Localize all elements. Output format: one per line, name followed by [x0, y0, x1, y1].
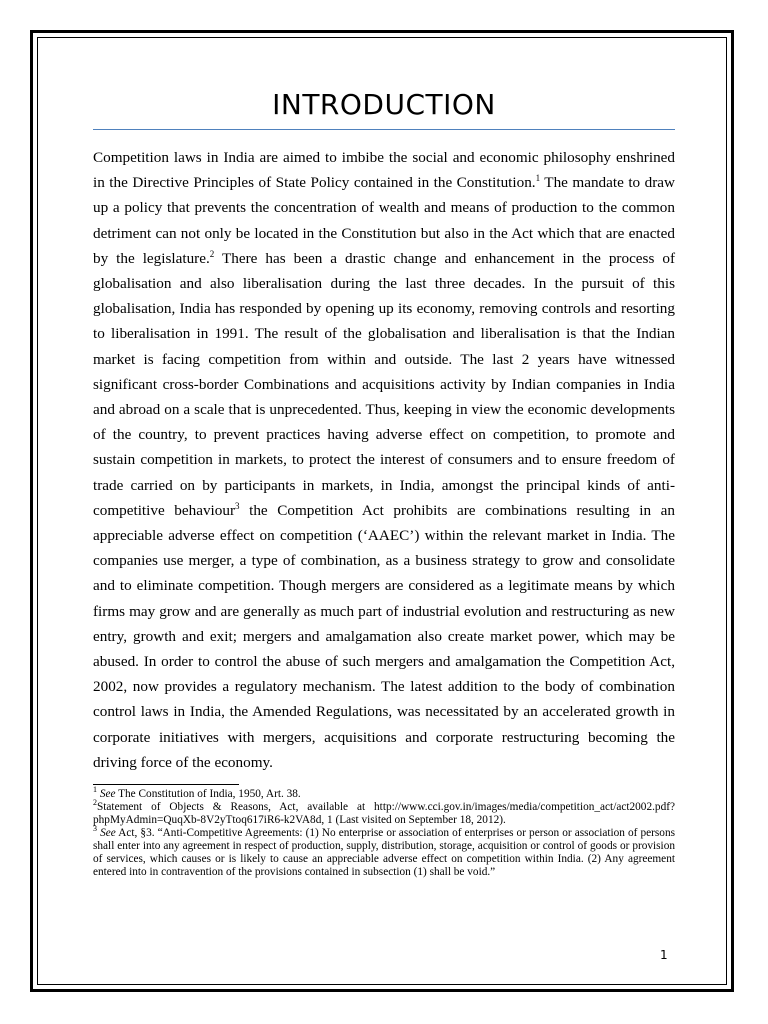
footnote-signal: See	[100, 827, 116, 839]
footnotes	[93, 785, 675, 879]
title-underline	[93, 129, 675, 130]
footnote-text: Statement of Objects & Reasons, Act, available at http://www.cci.gov.in/images/media/competition_act/act2002.pdf?phpMyAdmin=QuqXb-8V2yTtoq617iR6-k2VA8d, 1 (Last visited on September 18, 2012).	[93, 801, 675, 826]
footnote-number: 2	[93, 798, 97, 808]
footnote-text: Act, §3. “Anti-Competitive Agreements: (1) No enterprise or association of enterprises or person or association of persons shall enter into any agreement in respect of production, supply, distribution, storage, acquisition or control of goods or provision of services, which causes or is likely to cause an appreciable adverse effect on competition within India. (2) Any agreement entered into in contravention of the provisions contained in subsection (1) shall be void.”	[93, 827, 675, 878]
footnote-2	[93, 798, 675, 827]
page-number: 1	[660, 948, 668, 962]
footnote-ref-1[interactable]: 1	[535, 173, 541, 184]
body-paragraph	[93, 145, 675, 775]
footnote-text: The Constitution of India, 1950, Art. 38.	[115, 788, 301, 800]
footnote-number: 1	[93, 785, 97, 795]
footnote-3	[93, 824, 675, 879]
footnote-number: 3	[93, 824, 97, 834]
body-sentence-1: Competition laws in India are aimed to imbibe the social and economic philosophy enshrined in the Directive Principles of State Policy contained in the Constitution.	[93, 149, 675, 192]
body-sentence-2: The mandate to draw up a policy that prevents the concentration of wealth and means of production to the common detriment can not only be located in the Constitution but also in the Act which that are enacted by the legislature.	[93, 174, 675, 267]
footnote-ref-3[interactable]: 3	[235, 500, 240, 511]
footnote-1	[93, 785, 675, 801]
footnote-ref-2[interactable]: 2	[209, 248, 215, 259]
body-sentence-4: the Competition Act prohibits are combinations resulting in an appreciable adverse effect on competition (‘AAEC’) within the relevant market in India. The companies use merger, a type of combination, as a business strategy to grow and consolidate and to eliminate competition. Though mergers are considered as a legitimate means by which firms may grow and are generally as much part of industrial evolution and restructuring as new entry, growth and exit; mergers and amalgamation also create market power, which may be abused. In order to control the abuse of such mergers and amalgamation the Competition Act, 2002, now provides a regulatory mechanism. The latest addition to the body of combination control laws in India, the Amended Regulations, was necessitated by an accelerated growth in corporate initiatives with mergers, acquisitions and corporate restructuring becoming the driving force of the economy.	[93, 501, 675, 771]
page-title: INTRODUCTION	[272, 88, 496, 121]
footnote-signal: See	[99, 788, 116, 800]
body-sentence-3: There has been a drastic change and enhancement in the process of globalisation and also liberalisation during the last three decades. In the pursuit of this globalisation, India has responded by opening up its economy, removing controls and resorting to liberalisation in 1991. The result of the globalisation and liberalisation is that the Indian market is facing competition from within and outside. The last 2 years have witnessed significant cross-border Combinations and acquisitions activity by Indian companies in India and abroad on a scale that is unprecedented. Thus, keeping in view the economic developments of the country, to prevent practices having adverse effect on competition, to promote and sustain competition in markets, to protect the interest of consumers and to ensure freedom of trade carried on by participants in markets, in India, amongst the principal kinds of anti-competitive behaviour	[93, 249, 676, 519]
footnote-separator	[93, 784, 239, 785]
